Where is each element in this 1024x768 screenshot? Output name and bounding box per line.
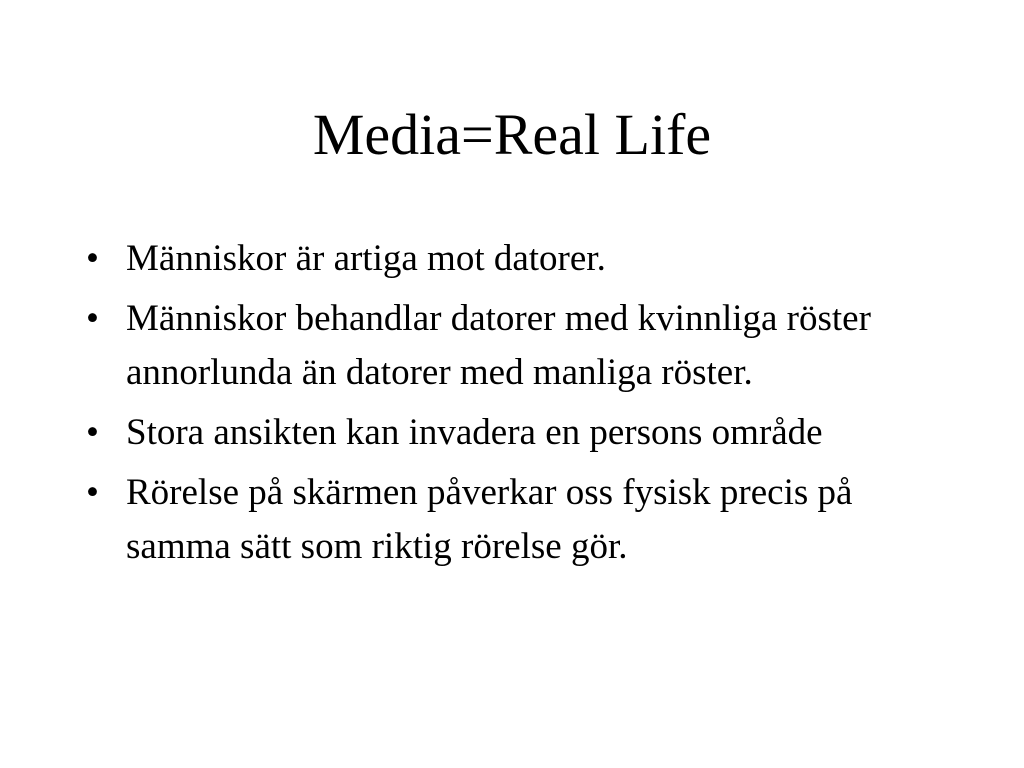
bullet-item <box>80 232 960 286</box>
bullet-item <box>80 406 960 460</box>
bullet-item <box>80 292 960 400</box>
bullet-icon: • <box>86 472 99 513</box>
bullet-text: Människor behandlar datorer med kvinnliga röster annorlunda än datorer med manliga röster. <box>126 298 871 393</box>
bullet-text: Stora ansikten kan invadera en persons område <box>126 412 823 453</box>
slide-title: Media=Real Life <box>312 102 712 167</box>
bullet-list <box>80 232 960 580</box>
bullet-icon: • <box>86 298 99 339</box>
bullet-icon: • <box>86 412 99 453</box>
bullet-text: Rörelse på skärmen påverkar oss fysisk precis på samma sätt som riktig rörelse gör. <box>126 472 853 567</box>
bullet-item <box>80 466 960 574</box>
bullet-text: Människor är artiga mot datorer. <box>126 238 606 279</box>
bullet-icon: • <box>86 238 99 279</box>
